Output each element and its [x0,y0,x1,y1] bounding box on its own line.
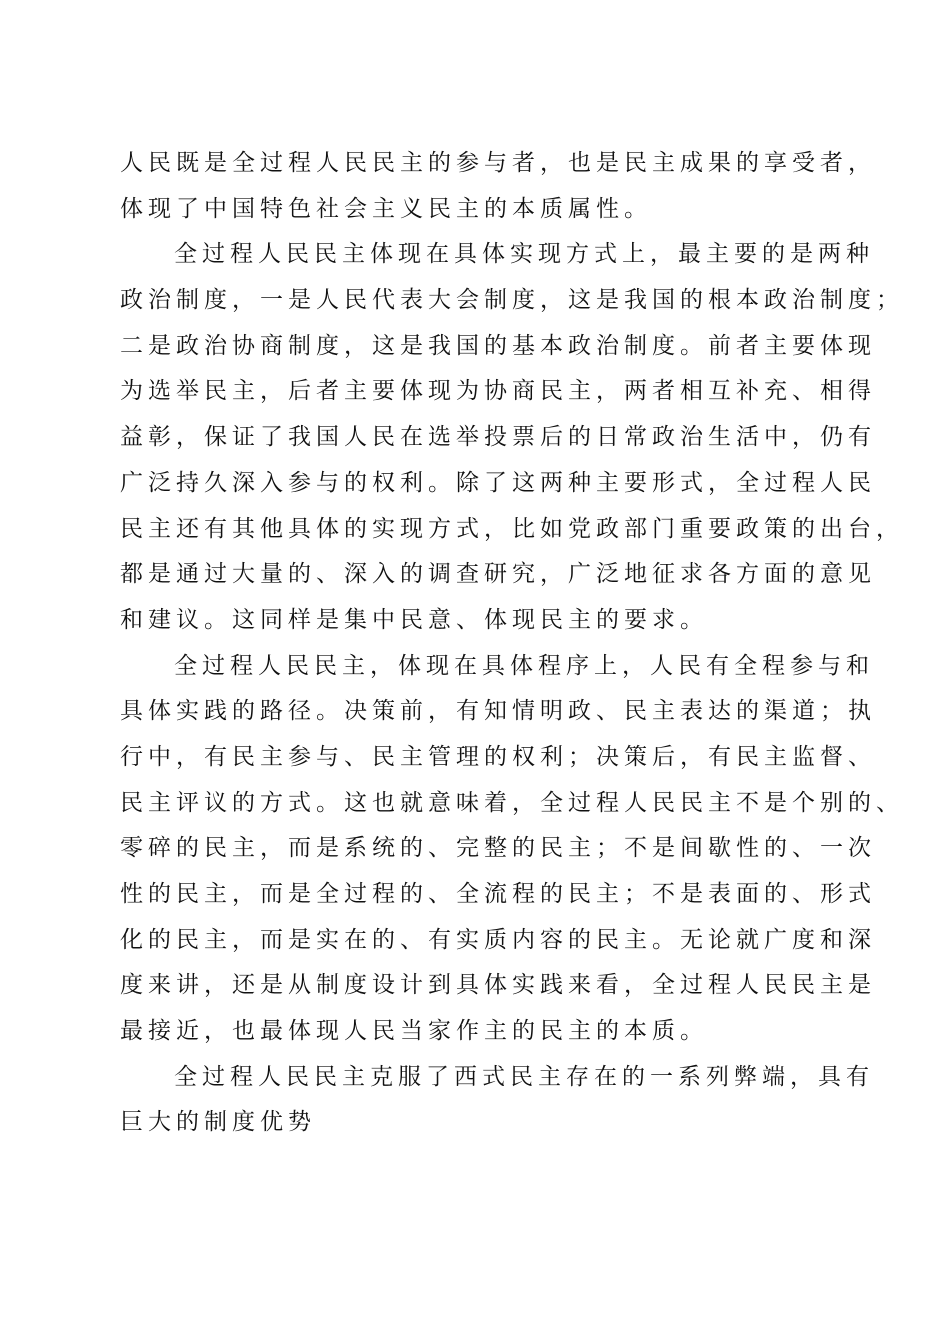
text-line: 政治制度，一是人民代表大会制度，这是我国的根本政治制度； [120,287,904,314]
text-line: 具体实践的路径。决策前，有知情明政、民主表达的渠道；执 [120,698,876,725]
paragraph-first-line: 全过程人民民主体现在具体实现方式上，最主要的是两种 [174,241,874,268]
text-line: 民主评议的方式。这也就意味着，全过程人民民主不是个别的、 [120,789,904,816]
body-text [120,141,904,1146]
text-line: 最接近，也最体现人民当家作主的民主的本质。 [120,1018,708,1045]
text-line: 为选举民主，后者主要体现为协商民主，两者相互补充、相得 [120,378,876,405]
text-line: 度来讲，还是从制度设计到具体实践来看，全过程人民民主是 [120,972,876,999]
paragraph-first-line: 全过程人民民主克服了西式民主存在的一系列弊端，具有 [174,1063,874,1090]
text-line: 化的民主，而是实在的、有实质内容的民主。无论就广度和深 [120,926,876,953]
text-line: 和建议。这同样是集中民意、体现民主的要求。 [120,606,708,633]
text-line: 零碎的民主，而是系统的、完整的民主；不是间歇性的、一次 [120,835,876,862]
paragraph-first-line: 全过程人民民主，体现在具体程序上，人民有全程参与和 [174,652,874,679]
text-line: 人民既是全过程人民民主的参与者，也是民主成果的享受者， [120,150,876,176]
text-line: 巨大的制度优势 [120,1109,316,1136]
text-line: 益彰，保证了我国人民在选举投票后的日常政治生活中，仍有 [120,424,876,451]
text-line: 性的民主，而是全过程的、全流程的民主；不是表面的、形式 [120,881,876,907]
text-line: 广泛持久深入参与的权利。除了这两种主要形式，全过程人民 [120,469,876,496]
text-line: 体现了中国特色社会主义民主的本质属性。 [120,195,652,222]
text-line: 民主还有其他具体的实现方式，比如党政部门重要政策的出台， [120,515,904,542]
text-line: 行中，有民主参与、民主管理的权利；决策后，有民主监督、 [120,743,876,770]
text-line: 都是通过大量的、深入的调查研究，广泛地征求各方面的意见 [120,561,876,588]
text-line: 二是政治协商制度，这是我国的基本政治制度。前者主要体现 [120,332,876,359]
